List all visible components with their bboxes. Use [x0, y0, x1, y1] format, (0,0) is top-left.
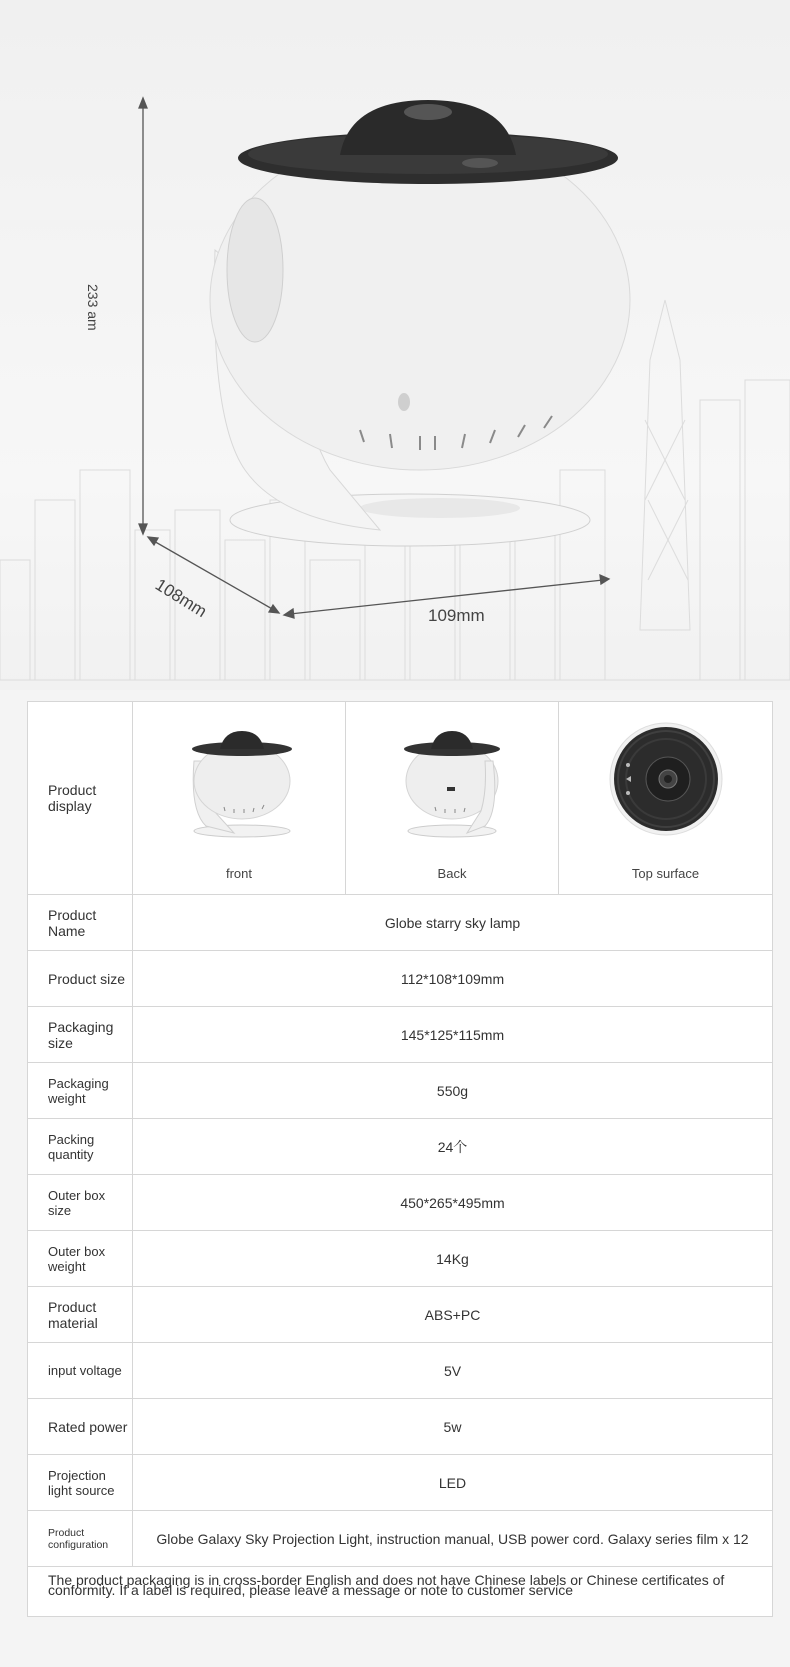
packaging-note: The product packaging is in cross-border English and does not have Chinese labels or Chinese certificates of conformity. If a label is required, please leave a message or note to customer service	[28, 1567, 773, 1617]
spec-label: Product Name	[28, 895, 133, 951]
lamp-illustration	[210, 100, 630, 546]
back-view-image	[397, 721, 507, 841]
spec-row	[28, 1399, 773, 1455]
spec-label: Product size	[28, 951, 133, 1007]
product-illustration	[0, 0, 790, 690]
view-top	[559, 702, 773, 895]
spec-value: 5w	[133, 1399, 773, 1455]
configuration-value: Globe Galaxy Sky Projection Light, instruction manual, USB power cord. Galaxy series film x 12	[133, 1511, 773, 1567]
spec-row	[28, 895, 773, 951]
front-view-image	[184, 721, 294, 841]
height-dimension-label: 233 am	[85, 284, 101, 331]
spec-value: 112*108*109mm	[133, 951, 773, 1007]
spec-value: 450*265*495mm	[133, 1175, 773, 1231]
spec-row	[28, 951, 773, 1007]
spec-value: 145*125*115mm	[133, 1007, 773, 1063]
spec-row	[28, 1343, 773, 1399]
view-back	[346, 702, 559, 895]
spec-label: Packaging weight	[28, 1063, 133, 1119]
product-display-row	[28, 702, 773, 895]
spec-label: Product material	[28, 1287, 133, 1343]
spec-label: Projection light source	[28, 1455, 133, 1511]
spec-value: 5V	[133, 1343, 773, 1399]
spec-label: input voltage	[28, 1343, 133, 1399]
note-row	[28, 1567, 773, 1617]
spec-row	[28, 1231, 773, 1287]
spec-value: 550g	[133, 1063, 773, 1119]
spec-row	[28, 1287, 773, 1343]
product-display-label: Product display	[28, 702, 133, 895]
spec-label: Packing quantity	[28, 1119, 133, 1175]
product-hero	[0, 0, 790, 690]
top-view-image	[606, 721, 726, 841]
view-caption: Back	[437, 866, 467, 881]
view-front	[133, 702, 346, 895]
spec-table	[27, 701, 773, 1617]
spec-value: Globe starry sky lamp	[133, 895, 773, 951]
spec-value: 24个	[133, 1119, 773, 1175]
width-dimension-label: 109mm	[428, 606, 485, 625]
configuration-row	[28, 1511, 773, 1567]
spec-row	[28, 1063, 773, 1119]
spec-label: Outer box weight	[28, 1231, 133, 1287]
spec-label: Outer box size	[28, 1175, 133, 1231]
spec-row	[28, 1175, 773, 1231]
view-caption: front	[225, 866, 252, 881]
spec-row	[28, 1455, 773, 1511]
spec-value: 14Kg	[133, 1231, 773, 1287]
spec-value: LED	[133, 1455, 773, 1511]
spec-label: Packaging size	[28, 1007, 133, 1063]
view-caption: Top surface	[631, 866, 700, 881]
depth-dimension-label: 108mm	[151, 575, 211, 622]
spec-row	[28, 1007, 773, 1063]
spec-value: ABS+PC	[133, 1287, 773, 1343]
configuration-label: Product configuration	[28, 1511, 133, 1567]
spec-row	[28, 1119, 773, 1175]
spec-label: Rated power	[28, 1399, 133, 1455]
